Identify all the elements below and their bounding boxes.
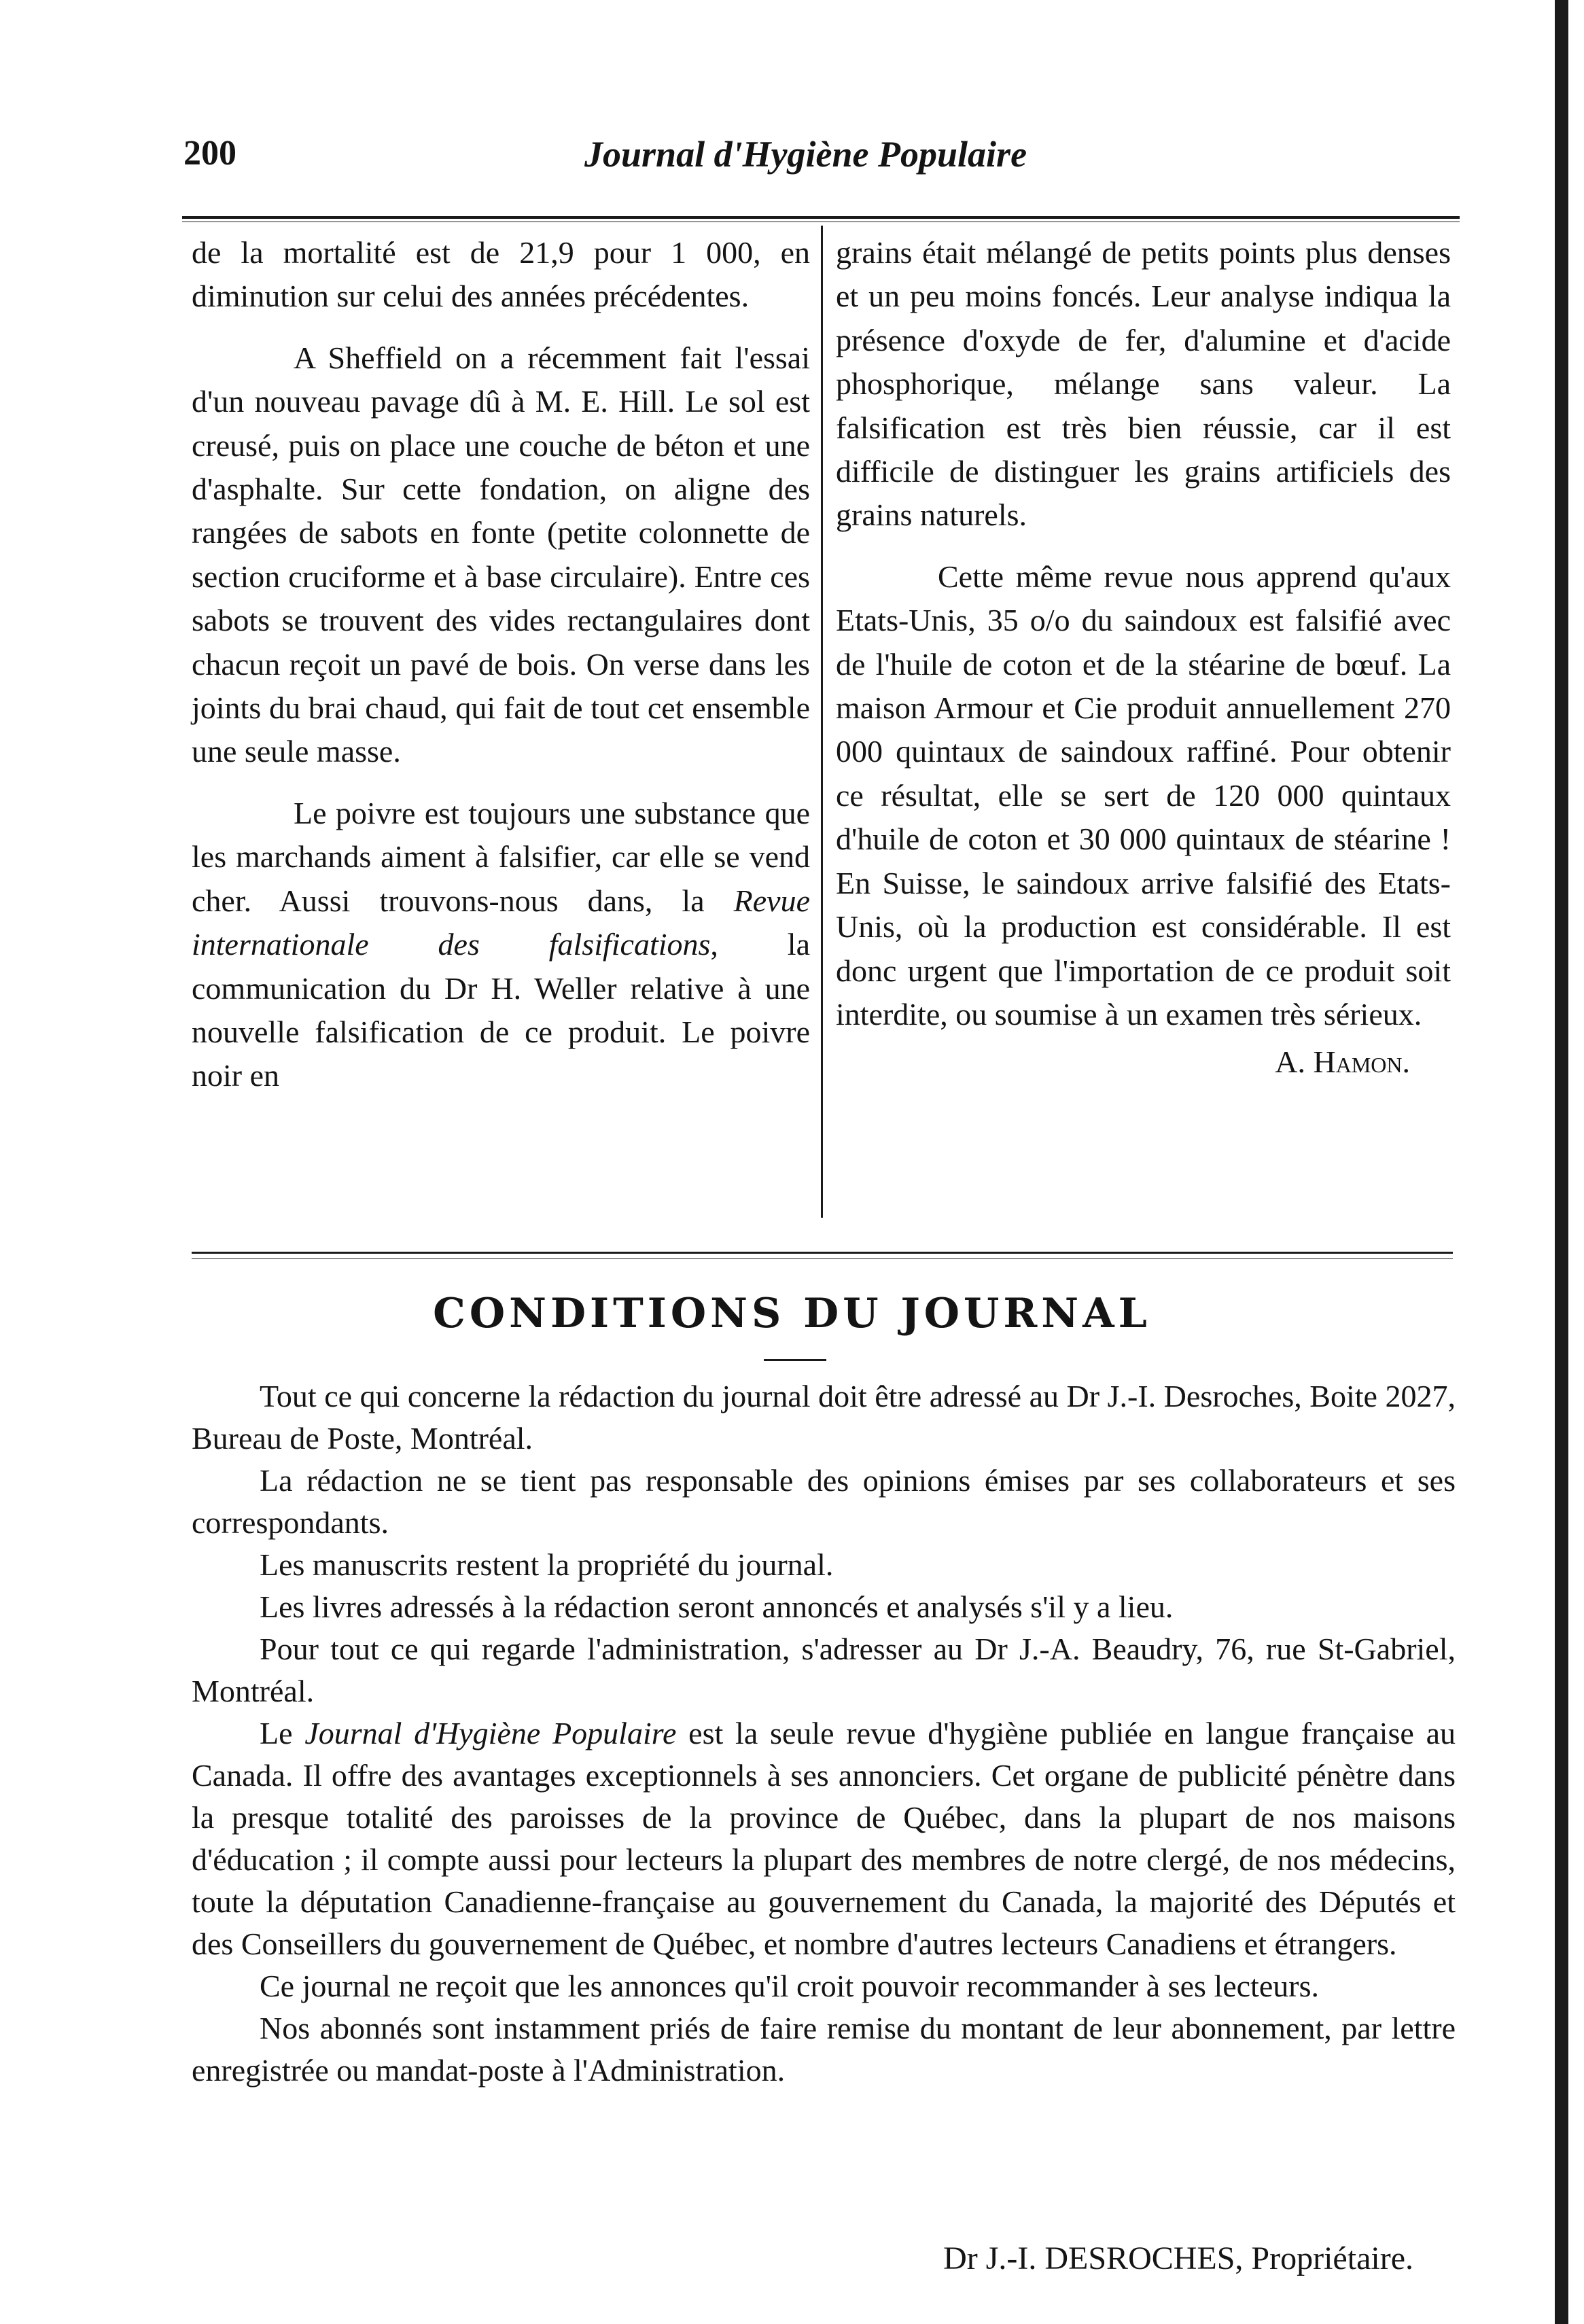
section-rule-thin — [192, 1258, 1453, 1259]
conditions-paragraph-8: Nos abonnés sont instamment priés de faire remise du montant de leur abonnement, par lettre enregistrée ou mandat-poste à l'Administration. — [192, 2011, 1456, 2088]
journal-reference: Revue internationale des falsifications — [192, 883, 811, 962]
right-column — [836, 231, 1451, 1085]
conditions-paragraph-4: Les livres adressés à la rédaction seront annoncés et analysés s'il y a lieu. — [260, 1589, 1174, 1624]
title-underline — [764, 1359, 826, 1361]
left-column — [192, 231, 810, 1098]
header-rule — [182, 216, 1460, 219]
page-number: 200 — [183, 134, 236, 173]
conditions-paragraph-2: La rédaction ne se tient pas responsable des opinions émises par ses collaborateurs et ses correspondants. — [192, 1463, 1456, 1540]
binding-edge — [1555, 0, 1568, 2324]
right-paragraph-2: Cette même revue nous apprend qu'aux Etats-Unis, 35 o/o du saindoux est falsifié avec de l'huile de coton et de la stéarine de bœuf. La maison Armour et Cie produit annuellement 270 000 quintaux de saindoux raffiné. Pour obtenir ce résultat, elle se sert de 120 000 quintaux d'huile de coton et 30 000 quintaux de stéarine ! En Suisse, le saindoux arrive falsifié des Etats-Unis, où la production est considérable. Il est donc urgent que l'importation de ce produit soit interdite, ou soumise à un examen très sérieux. — [836, 559, 1451, 1032]
running-title: Journal d'Hygiène Populaire — [584, 134, 1027, 175]
owner-signature: Dr J.-I. DESROCHES, Propriétaire. — [943, 2240, 1413, 2276]
conditions-paragraph-6-start: Le — [260, 1716, 293, 1750]
left-paragraph-3 — [192, 792, 810, 1098]
conditions-paragraph-5: Pour tout ce qui regarde l'administration, s'adresser au Dr J.-A. Beaudry, 76, rue St-Gabriel, Montréal. — [192, 1632, 1456, 1708]
conditions-paragraph-7: Ce journal ne reçoit que les annonces qu'il croit pouvoir recommander à ses lecteurs. — [260, 1969, 1319, 2003]
conditions-paragraph-3: Les manuscrits restent la propriété du journal. — [260, 1547, 834, 1582]
page-header — [0, 133, 1584, 188]
conditions-body — [192, 1375, 1456, 2092]
left-paragraph-3-end: , la communication du Dr H. Weller relative à une nouvelle falsification de ce produit. Le poivre noir en — [192, 927, 811, 1093]
right-paragraph-1: grains était mélangé de petits points plus denses et un peu moins foncés. Leur analyse indiqua la présence d'oxyde de fer, d'alumine et d'acide phosphorique, mélange sans valeur. La falsification est très bien réussie, car il est difficile de distinguer les grains artificiels des grains naturels. — [836, 235, 1451, 533]
left-paragraph-2: A Sheffield on a récemment fait l'essai d'un nouveau pavage dû à M. E. Hill. Le sol est creusé, puis on place une couche de béton et une d'asphalte. Sur cette fondation, on aligne des rangées de sabots en fonte (petite colonnette de section cruciforme et à base circulaire). Entre ces sabots se trouvent des vides rectangulaires dont chacun reçoit un pavé de bois. On verse dans les joints du brai chaud, qui fait de tout cet ensemble une seule masse. — [192, 340, 810, 769]
journal-name: Journal d'Hygiène Populaire — [304, 1716, 677, 1750]
conditions-paragraph-6-end: est la seule revue d'hygiène publiée en langue française au Canada. Il offre des avantages exceptionnels à ses annonciers. Cet organe de publicité pénètre dans la presque totalité des paroisses de la province de Québec, dans la plupart de nos maisons d'éducation ; il compte aussi pour lecteurs la plupart des membres de notre clergé, de nos médecins, toute la députation Canadienne-française au gouvernement du Canada, la majorité des Députés et des Conseillers du gouvernement de Québec, et nombre d'autres lecteurs Canadiens et étrangers. — [192, 1716, 1456, 1961]
conditions-paragraph-6 — [192, 1712, 1456, 1965]
section-rule — [192, 1252, 1453, 1254]
conditions-title: CONDITIONS DU JOURNAL — [433, 1290, 1151, 1337]
left-paragraph-3-start: Le poivre est toujours une substance que les marchands aiment à falsifier, car elle se vend cher. Aussi trouvons-nous dans, la — [192, 795, 810, 918]
column-divider — [821, 226, 823, 1218]
left-paragraph-1: de la mortalité est de 21,9 pour 1 000, en diminution sur celui des années précédentes. — [192, 235, 810, 314]
article-signature: A. Hamon. — [1275, 1044, 1410, 1080]
conditions-paragraph-1: Tout ce qui concerne la rédaction du journal doit être adressé au Dr J.-I. Desroches, Boite 2027, Bureau de Poste, Montréal. — [192, 1379, 1456, 1456]
